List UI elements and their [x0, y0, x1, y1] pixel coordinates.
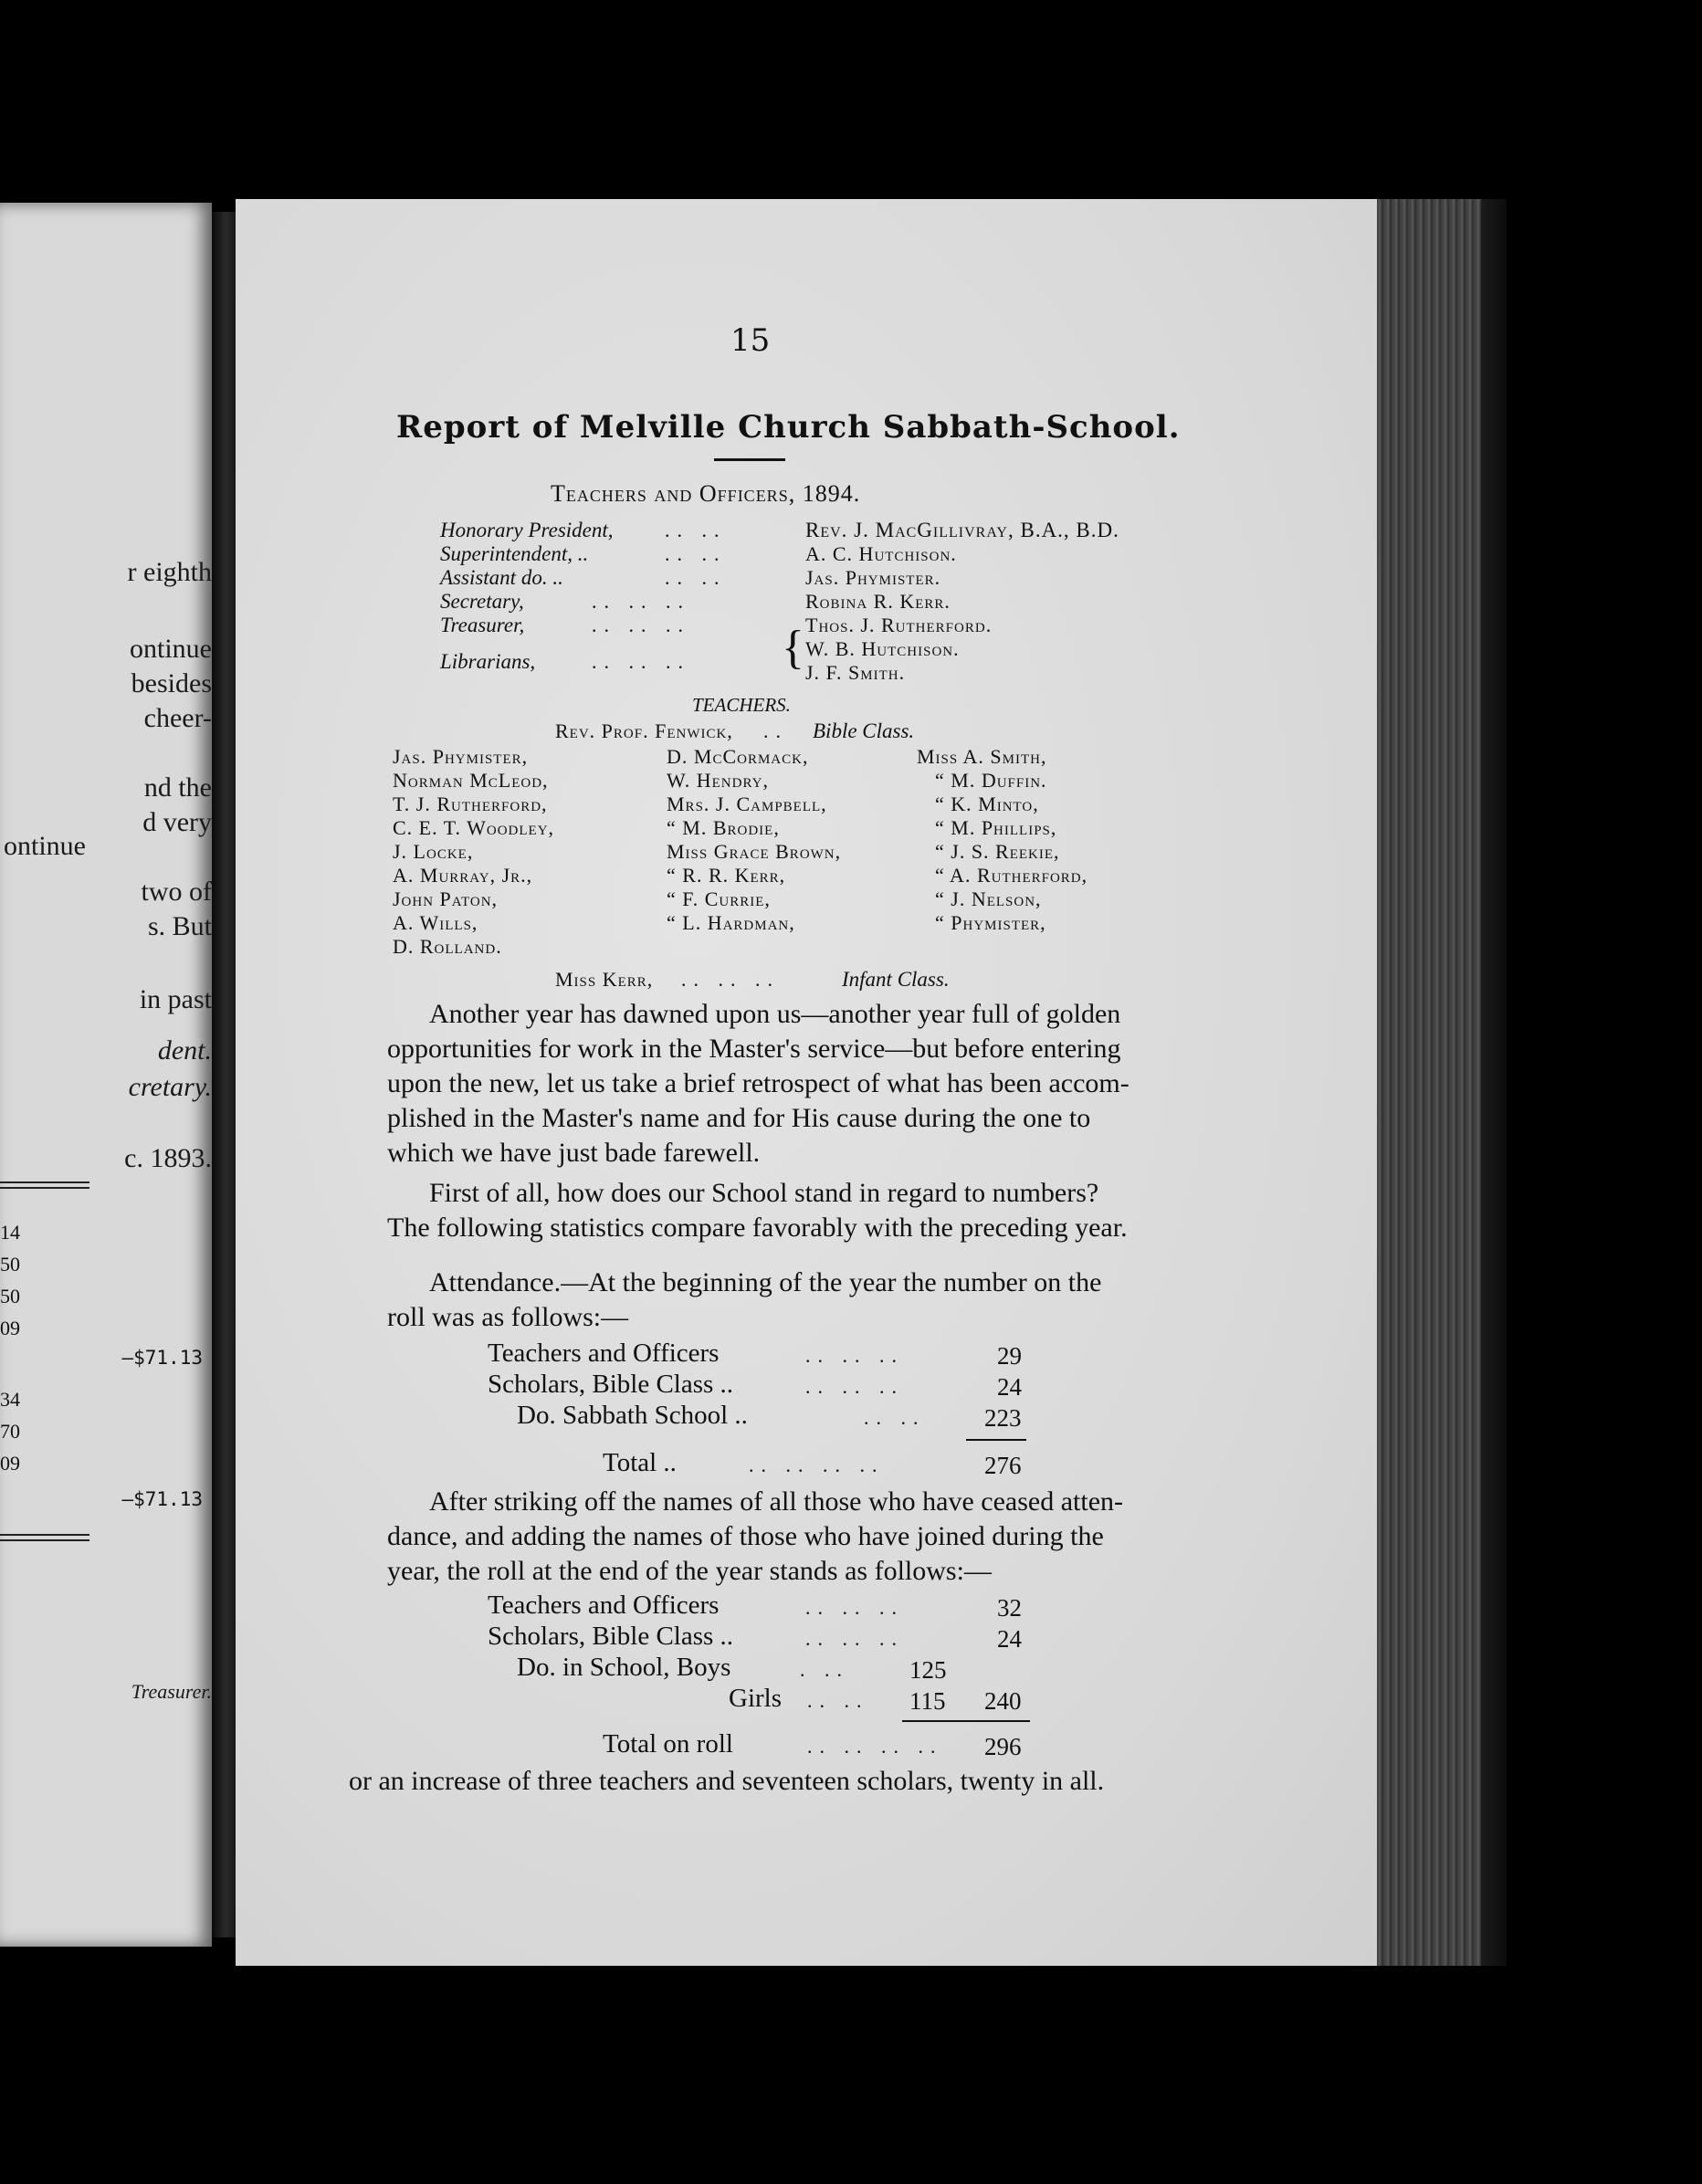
teacher-name: “ M. Brodie, — [667, 816, 780, 839]
left-signature: Treasurer. — [131, 1680, 212, 1703]
text-line: Attendance.—At the beginning of the year the number on the — [429, 1267, 1102, 1297]
officer-name: J. F. Smith. — [805, 661, 906, 684]
paragraph-end-of-year — [387, 1485, 1227, 1589]
leader-dots: .. .. — [807, 1689, 869, 1712]
officer-name: Rev. J. MacGillivray, B.A., B.D. — [805, 519, 1119, 541]
left-fragment-line: ontinue — [130, 634, 212, 664]
stat-label: Do. Sabbath School .. — [517, 1401, 748, 1430]
text-line: which we have just bade farewell. — [387, 1138, 761, 1168]
teacher-name: A. Wills, — [393, 911, 478, 934]
teacher-name: Miss A. Smith, — [917, 745, 1047, 768]
bible-class-teacher: Rev. Prof. Fenwick, — [555, 719, 733, 742]
teacher-name: “ F. Currie, — [667, 887, 771, 910]
infant-class-teacher: Miss Kerr, — [555, 968, 654, 991]
total-value: 276 — [984, 1452, 1022, 1479]
leader-dots: .. .. .. — [805, 1596, 904, 1619]
left-number: 70 — [0, 1420, 20, 1443]
teacher-name: “ R. R. Kerr, — [667, 864, 786, 887]
left-fragment-line: cheer- — [143, 703, 212, 733]
teacher-name: John Paton, — [393, 887, 499, 910]
leader-dots: .. .. .. — [805, 1627, 904, 1650]
leader-dots: .. .. .. — [805, 1375, 904, 1398]
infant-class-label: Infant Class. — [842, 968, 950, 991]
officer-name: W. B. Hutchison. — [805, 637, 960, 660]
title-rule — [714, 458, 785, 461]
left-page-fragment — [0, 203, 212, 1947]
total-label: Total .. — [603, 1448, 677, 1477]
left-fragment-line: cretary. — [128, 1072, 212, 1102]
stat-value: 24 — [997, 1625, 1022, 1653]
left-fragment-line: c. 1893. — [124, 1143, 212, 1173]
stat-label: Teachers and Officers — [488, 1591, 720, 1620]
teacher-name: Miss Grace Brown, — [667, 840, 842, 863]
leader-dots: . .. — [800, 1658, 849, 1681]
total-label: Total on roll — [603, 1729, 733, 1759]
left-fragment-line: besides — [131, 668, 212, 698]
leader-dots: .. .. .. — [592, 614, 690, 636]
leader-dots: .. .. — [665, 566, 727, 589]
stat-label: Girls — [729, 1684, 782, 1713]
officer-name: Jas. Phymister. — [805, 566, 941, 589]
text-line: First of all, how does our School stand in regard to numbers? — [429, 1178, 1099, 1208]
officer-name: A. C. Hutchison. — [805, 542, 957, 565]
officer-role: Assistant do. .. — [440, 566, 563, 589]
paragraph-numbers — [387, 1176, 1227, 1245]
text-line: upon the new, let us take a brief retrospect of what has been accom- — [387, 1068, 1129, 1098]
teacher-name: “ A. Rutherford, — [935, 864, 1088, 887]
leader-dots: .. — [763, 719, 788, 742]
left-fragment-line: s. But — [147, 911, 212, 941]
officer-name: Thos. J. Rutherford. — [805, 614, 993, 636]
text-line: After striking off the names of all those who have ceased atten- — [429, 1486, 1124, 1517]
paragraph-attendance — [387, 1265, 1227, 1335]
left-fragment-line: d very — [142, 807, 212, 837]
stat-label: Do. in School, Boys — [517, 1653, 731, 1682]
closing-line: or an increase of three teachers and seventeen scholars, twenty in all. — [349, 1766, 1105, 1796]
officer-name: Robina R. Kerr. — [805, 590, 951, 613]
teachers-heading: TEACHERS. — [692, 694, 791, 716]
left-number: 09 — [0, 1317, 20, 1339]
teacher-name: “ J. Nelson, — [935, 887, 1042, 910]
sum-rule — [902, 1720, 1030, 1722]
leader-dots: .. .. .. — [592, 650, 690, 673]
officer-role: Superintendent, .. — [440, 542, 589, 565]
officer-role: Librarians, — [440, 650, 536, 673]
double-rule — [0, 1534, 89, 1541]
left-number: 50 — [0, 1253, 20, 1276]
page-title: Report of Melville Church Sabbath-School. — [396, 409, 1181, 446]
teacher-name: C. E. T. Woodley, — [393, 816, 555, 839]
page-15 — [236, 199, 1377, 1966]
teacher-name: Mrs. J. Campbell, — [667, 793, 827, 815]
brace: { — [782, 622, 804, 674]
leader-dots: .. .. .. — [681, 968, 780, 991]
stat-label: Scholars, Bible Class .. — [488, 1622, 734, 1651]
teacher-name: W. Hendry, — [667, 769, 769, 792]
leader-dots: .. .. — [665, 542, 727, 565]
left-number: 09 — [0, 1452, 20, 1475]
officer-role: Honorary President, — [440, 519, 614, 541]
teacher-name: D. McCormack, — [667, 745, 809, 768]
leader-dots: .. .. — [864, 1406, 926, 1429]
stat-value: 29 — [997, 1342, 1022, 1370]
left-fragment-line: r eighth — [127, 557, 212, 587]
teacher-name: T. J. Rutherford, — [393, 793, 548, 815]
leader-dots: .. .. .. .. — [807, 1735, 943, 1758]
left-fragment-line: nd the — [143, 772, 212, 803]
paragraph-retrospect — [387, 997, 1227, 1171]
text-line: roll was as follows:— — [387, 1302, 629, 1332]
officer-role: Secretary, — [440, 590, 524, 613]
leader-dots: .. .. .. .. — [749, 1454, 885, 1476]
double-rule — [0, 1181, 89, 1189]
total-value: 296 — [984, 1733, 1022, 1760]
stat-value: 24 — [997, 1373, 1022, 1401]
teacher-name: “ K. Minto, — [935, 793, 1039, 815]
stat-label: Scholars, Bible Class .. — [488, 1370, 734, 1399]
text-line: year, the roll at the end of the year stands as follows:— — [387, 1556, 992, 1586]
left-number: 50 — [0, 1285, 20, 1307]
teacher-name: “ J. S. Reekie, — [935, 840, 1060, 863]
left-number: 14 — [0, 1221, 20, 1244]
stat-subvalue: 115 — [909, 1687, 946, 1715]
officers-heading: Teachers and Officers, 1894. — [551, 480, 861, 507]
text-line: Another year has dawned upon us—another year full of golden — [429, 999, 1121, 1029]
left-fragment-line: two of — [141, 877, 212, 907]
stat-subvalue: 125 — [909, 1656, 947, 1684]
stat-label: Teachers and Officers — [488, 1339, 720, 1368]
text-line: opportunities for work in the Master's service—but before entering — [387, 1034, 1121, 1064]
leader-dots: .. .. .. — [592, 590, 690, 613]
leader-dots: .. .. .. — [805, 1344, 904, 1367]
teacher-name: “ Phymister, — [935, 911, 1046, 934]
stat-value: 240 — [984, 1687, 1022, 1715]
teacher-name: J. Locke, — [393, 840, 474, 863]
teacher-name: A. Murray, Jr., — [393, 864, 533, 887]
page-number: 15 — [730, 322, 771, 359]
left-fragment-line: in past — [139, 984, 212, 1014]
teacher-name: “ M. Duffin. — [935, 769, 1047, 792]
text-line: dance, and adding the names of those who have joined during the — [387, 1521, 1104, 1551]
teacher-name: Norman McLeod, — [393, 769, 549, 792]
left-total: —$71.13 — [121, 1347, 203, 1369]
text-line: The following statistics compare favorably with the preceding year. — [387, 1213, 1128, 1243]
left-fragment-line: dent. — [157, 1035, 212, 1066]
sum-rule — [966, 1439, 1026, 1441]
left-total: —$71.13 — [121, 1488, 203, 1510]
stat-value: 223 — [984, 1404, 1022, 1432]
bible-class-label: Bible Class. — [813, 719, 915, 742]
left-number: 34 — [0, 1388, 20, 1411]
officer-role: Treasurer, — [440, 614, 525, 636]
stat-value: 32 — [997, 1594, 1022, 1622]
teacher-name: “ M. Phillips, — [935, 816, 1057, 839]
teacher-name: Jas. Phymister, — [393, 745, 529, 768]
teacher-name: “ L. Hardman, — [667, 911, 795, 934]
left-fragment-line: ontinue — [4, 831, 86, 861]
teacher-name: D. Rolland. — [393, 935, 502, 958]
text-line: plished in the Master's name and for His cause during the one to — [387, 1103, 1091, 1133]
leader-dots: .. .. — [665, 519, 727, 541]
